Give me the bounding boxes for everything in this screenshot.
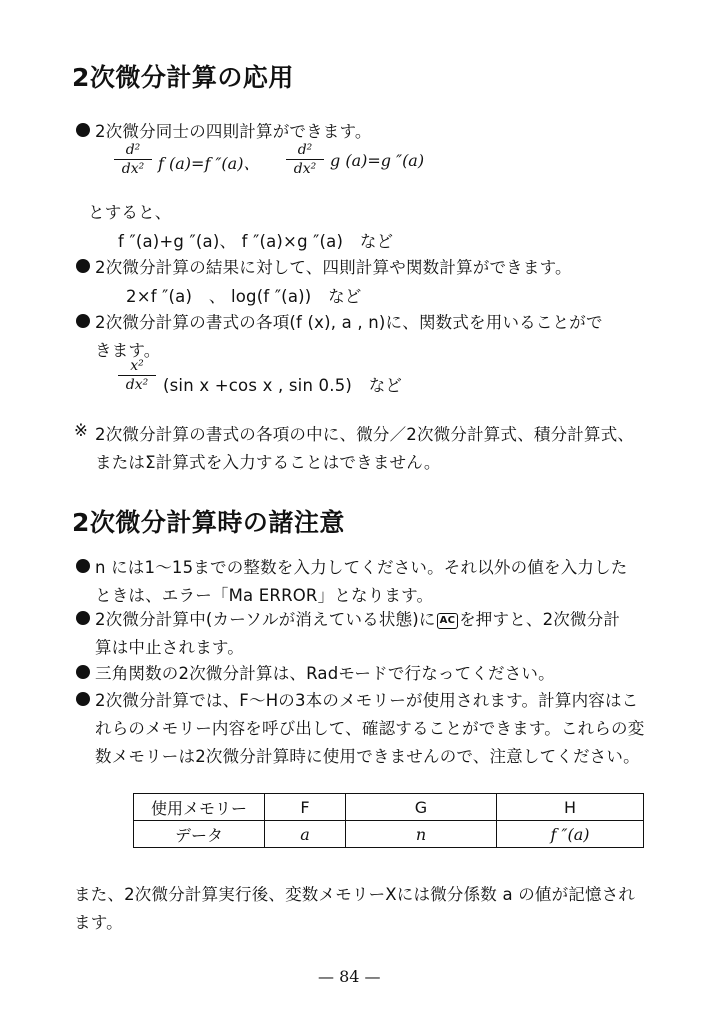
table-cell: a	[265, 821, 346, 848]
note-line2: またはΣ計算式を入力することはできません。	[95, 453, 441, 472]
fraction-x2-dx2	[118, 357, 156, 394]
fraction-numerator: x²	[130, 358, 144, 374]
fraction-denominator: dx²	[125, 377, 149, 393]
section-title-application: 2次微分計算の応用	[72, 63, 294, 92]
bullet-icon	[76, 611, 90, 625]
text-sin-cos-example: (sin x +cos x , sin 0.5) など	[163, 376, 403, 395]
text-ac-stop-line2: 算は中止されます。	[95, 638, 244, 657]
bullet-icon	[76, 259, 90, 273]
fraction-d2-dx2-second	[286, 141, 324, 178]
formula-f: f (a)=f ″(a)、	[158, 154, 260, 173]
fraction-numerator: d²	[297, 142, 313, 158]
text-format-terms-line2: きます。	[95, 341, 161, 360]
text-function-example: 2×f ″(a) 、 log(f ″(a)) など	[126, 287, 362, 306]
table-header-cell: H	[497, 794, 644, 821]
text-memory-line3: 数メモリーは2次微分計算時に使用できませんので、注意してください。	[95, 747, 640, 766]
bullet-icon	[76, 559, 90, 573]
section-title-notes: 2次微分計算時の諸注意	[72, 508, 345, 537]
text-n-range-line2: ときは、エラー「Ma ERROR」となります。	[95, 586, 434, 605]
formula-g: g (a)=g ″(a)	[330, 151, 425, 170]
fraction-numerator: d²	[125, 142, 141, 158]
table-header-cell: G	[346, 794, 497, 821]
fraction-d2-dx2-first	[114, 141, 152, 178]
table-header-cell: F	[265, 794, 346, 821]
text-operations-example: f ″(a)+g ″(a)、 f ″(a)×g ″(a) など	[118, 232, 394, 251]
bullet-icon	[76, 692, 90, 706]
ac-key-icon: AC	[437, 613, 458, 629]
bullet-icon	[76, 665, 90, 679]
text-rad-mode: 三角関数の2次微分計算は、Radモードで行なってください。	[95, 664, 555, 683]
memory-table	[133, 793, 644, 848]
table-cell: n	[346, 821, 497, 848]
text-function-calc: 2次微分計算の結果に対して、四則計算や関数計算ができます。	[95, 258, 572, 277]
text-memory-x-line1: また、2次微分計算実行後、変数メモリーXには微分係数 a の値が記憶され	[74, 885, 636, 904]
bullet-icon	[76, 314, 90, 328]
table-row	[134, 794, 644, 821]
text-memory-line1: 2次微分計算では、F～Hの3本のメモリーが使用されます。計算内容はこ	[95, 691, 639, 710]
bullet-icon	[76, 123, 90, 137]
text-n-range-line1: n には1～15までの整数を入力してください。それ以外の値を入力した	[95, 558, 628, 577]
note-mark: ※	[74, 421, 89, 440]
text-format-terms-line1: 2次微分計算の書式の各項(f (x), a , n)に、関数式を用いることがで	[95, 313, 603, 332]
fraction-denominator: dx²	[121, 161, 145, 177]
note-line1: 2次微分計算の書式の各項の中に、微分／2次微分計算式、積分計算式、	[95, 425, 635, 444]
text-ac-stop-pre: 2次微分計算中(カーソルが消えている状態)に	[95, 610, 436, 629]
text-four-operations: 2次微分同士の四則計算ができます。	[95, 122, 372, 141]
table-cell: データ	[134, 821, 265, 848]
text-ac-stop-post: を押すと、2次微分計	[459, 610, 621, 629]
text-then: とすると、	[88, 203, 172, 222]
text-ac-stop-line1	[95, 606, 620, 630]
table-row	[134, 821, 644, 848]
text-memory-x-line2: ます。	[74, 913, 123, 932]
table-cell: f ″(a)	[497, 821, 644, 848]
text-memory-line2: れらのメモリー内容を呼び出して、確認することができます。これらの変	[95, 719, 645, 738]
page-number: — 84 —	[318, 967, 381, 986]
table-header-cell: 使用メモリー	[134, 794, 265, 821]
fraction-denominator: dx²	[293, 161, 317, 177]
